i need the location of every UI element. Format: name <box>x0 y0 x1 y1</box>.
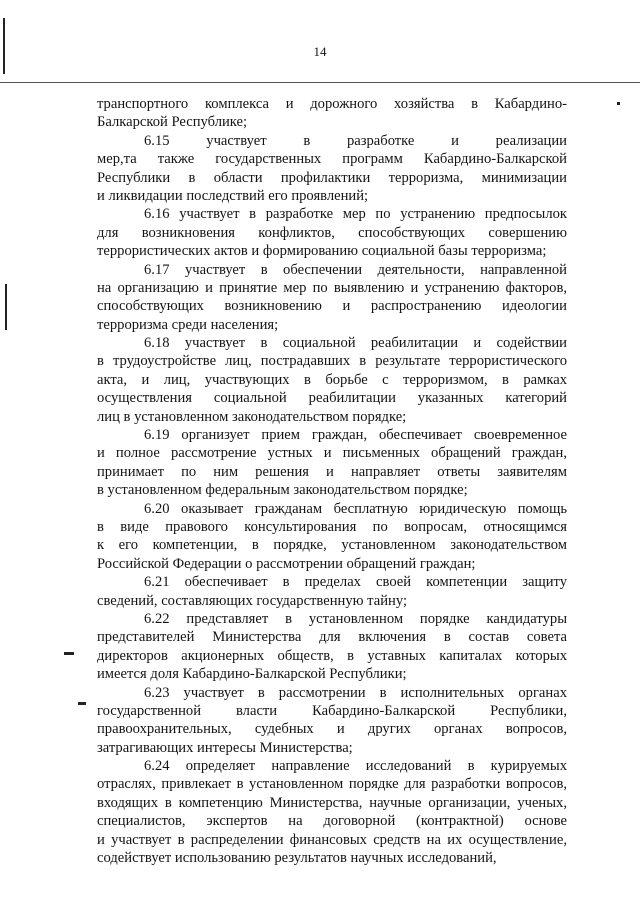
text-line: 6.22 представляет в установленном порядке кандидатуры <box>144 610 567 627</box>
text-line: 6.20 оказывает гражданам бесплатную юридическую помощь <box>144 500 567 517</box>
text-line: Республики в области профилактики терроризма, минимизации <box>97 169 567 186</box>
text-line: на организацию и принятие мер по выявлению и устранению факторов, <box>97 279 567 296</box>
text-line: 6.18 участвует в социальной реабилитации и содействии <box>144 335 567 352</box>
text-line: и участвует в распределении финансовых средств на их осуществление, <box>97 831 567 848</box>
text-line: Российской Федерации о рассмотрении обращений граждан; <box>97 555 476 572</box>
scan-edge-mark <box>3 18 5 74</box>
text-line: для возникновения конфликтов, способствующих совершению <box>97 224 567 241</box>
text-line: 6.19 организует прием граждан, обеспечивает своевременное <box>144 427 567 444</box>
text-line: в установленном федеральным законодательством порядке; <box>97 482 468 499</box>
text-line: 6.21 обеспечивает в пределах своей компетенции защиту <box>144 574 567 591</box>
text-line: террористических актов и формированию социальной базы терроризма; <box>97 243 547 260</box>
page-number: 14 <box>313 44 327 59</box>
scan-edge-mark <box>5 284 7 330</box>
paragraph <box>97 500 567 574</box>
text-line: мер,та также государственных программ Кабардино-Балкарской <box>97 151 567 168</box>
text-line: 6.23 участвует в рассмотрении в исполнительных органах <box>144 684 567 701</box>
text-line: входящих в компетенцию Министерства, научные организации, ученых, <box>97 794 567 811</box>
text-line: затрагивающих интересы Министерства; <box>97 739 353 756</box>
paragraph <box>97 757 567 867</box>
text-line: 6.24 определяет направление исследований в курируемых <box>144 758 567 775</box>
text-line: директоров акционерных обществ, в уставных капиталах которых <box>97 647 567 664</box>
text-line: в виде правового консультирования по вопросам, относящимся <box>97 518 567 535</box>
text-line: транспортного комплекса и дорожного хозяйства в Кабардино- <box>97 96 567 112</box>
paragraph <box>97 684 567 758</box>
paragraph <box>97 610 567 684</box>
scan-speck <box>617 102 620 105</box>
paragraph <box>97 573 567 610</box>
text-line: принимает по ним решения и направляет ответы заявителям <box>97 463 567 480</box>
text-line: представителей Министерства для включения в состав совета <box>97 629 567 646</box>
paragraph <box>97 334 567 426</box>
text-line: специалистов, экспертов на договорной (контрактной) основе <box>97 813 567 830</box>
text-line: правоохранительных, судебных и других органах вопросов, <box>97 721 567 738</box>
text-line: осуществления социальной реабилитации указанных категорий <box>97 390 567 407</box>
text-line: содействует использованию результатов научных исследований, <box>97 850 497 867</box>
paragraph <box>97 261 567 335</box>
text-line: государственной власти Кабардино-Балкарской Республики, <box>97 702 567 719</box>
document-body <box>97 95 567 867</box>
scan-speck <box>64 652 74 655</box>
text-line: отраслях, привлекает в установленном порядке для разработки вопросов, <box>97 776 567 793</box>
text-line: и ликвидации последствий его проявлений; <box>97 187 369 204</box>
paragraph <box>97 132 567 206</box>
paragraph <box>97 426 567 500</box>
paragraph <box>97 205 567 260</box>
text-line: лиц в установленном законодательством порядке; <box>97 408 407 425</box>
paragraph <box>97 95 567 132</box>
text-line: к его компетенции, в порядке, установленном законодательством <box>97 537 567 554</box>
scan-speck <box>78 702 86 705</box>
header-rule <box>0 82 640 83</box>
text-line: и полное рассмотрение устных и письменных обращений граждан, <box>97 445 567 462</box>
text-line: сведений, составляющих государственную тайну; <box>97 592 407 609</box>
text-line: Балкарской Республике; <box>97 114 248 131</box>
text-line: имеется доля Кабардино-Балкарской Республики; <box>97 666 407 683</box>
text-line: акта, и лиц, участвующих в борьбе с терроризмом, в рамках <box>97 371 567 388</box>
text-line: 6.15 участвует в разработке и реализации <box>144 132 567 149</box>
text-line: способствующих возникновению и распространению идеологии <box>97 298 567 315</box>
text-line: 6.17 участвует в обеспечении деятельности, направленной <box>144 261 567 278</box>
text-line: 6.16 участвует в разработке мер по устранению предпосылок <box>144 206 567 223</box>
text-line: терроризма среди населения; <box>97 316 279 333</box>
text-line: в трудоустройстве лиц, пострадавших в результате террористического <box>97 353 567 370</box>
